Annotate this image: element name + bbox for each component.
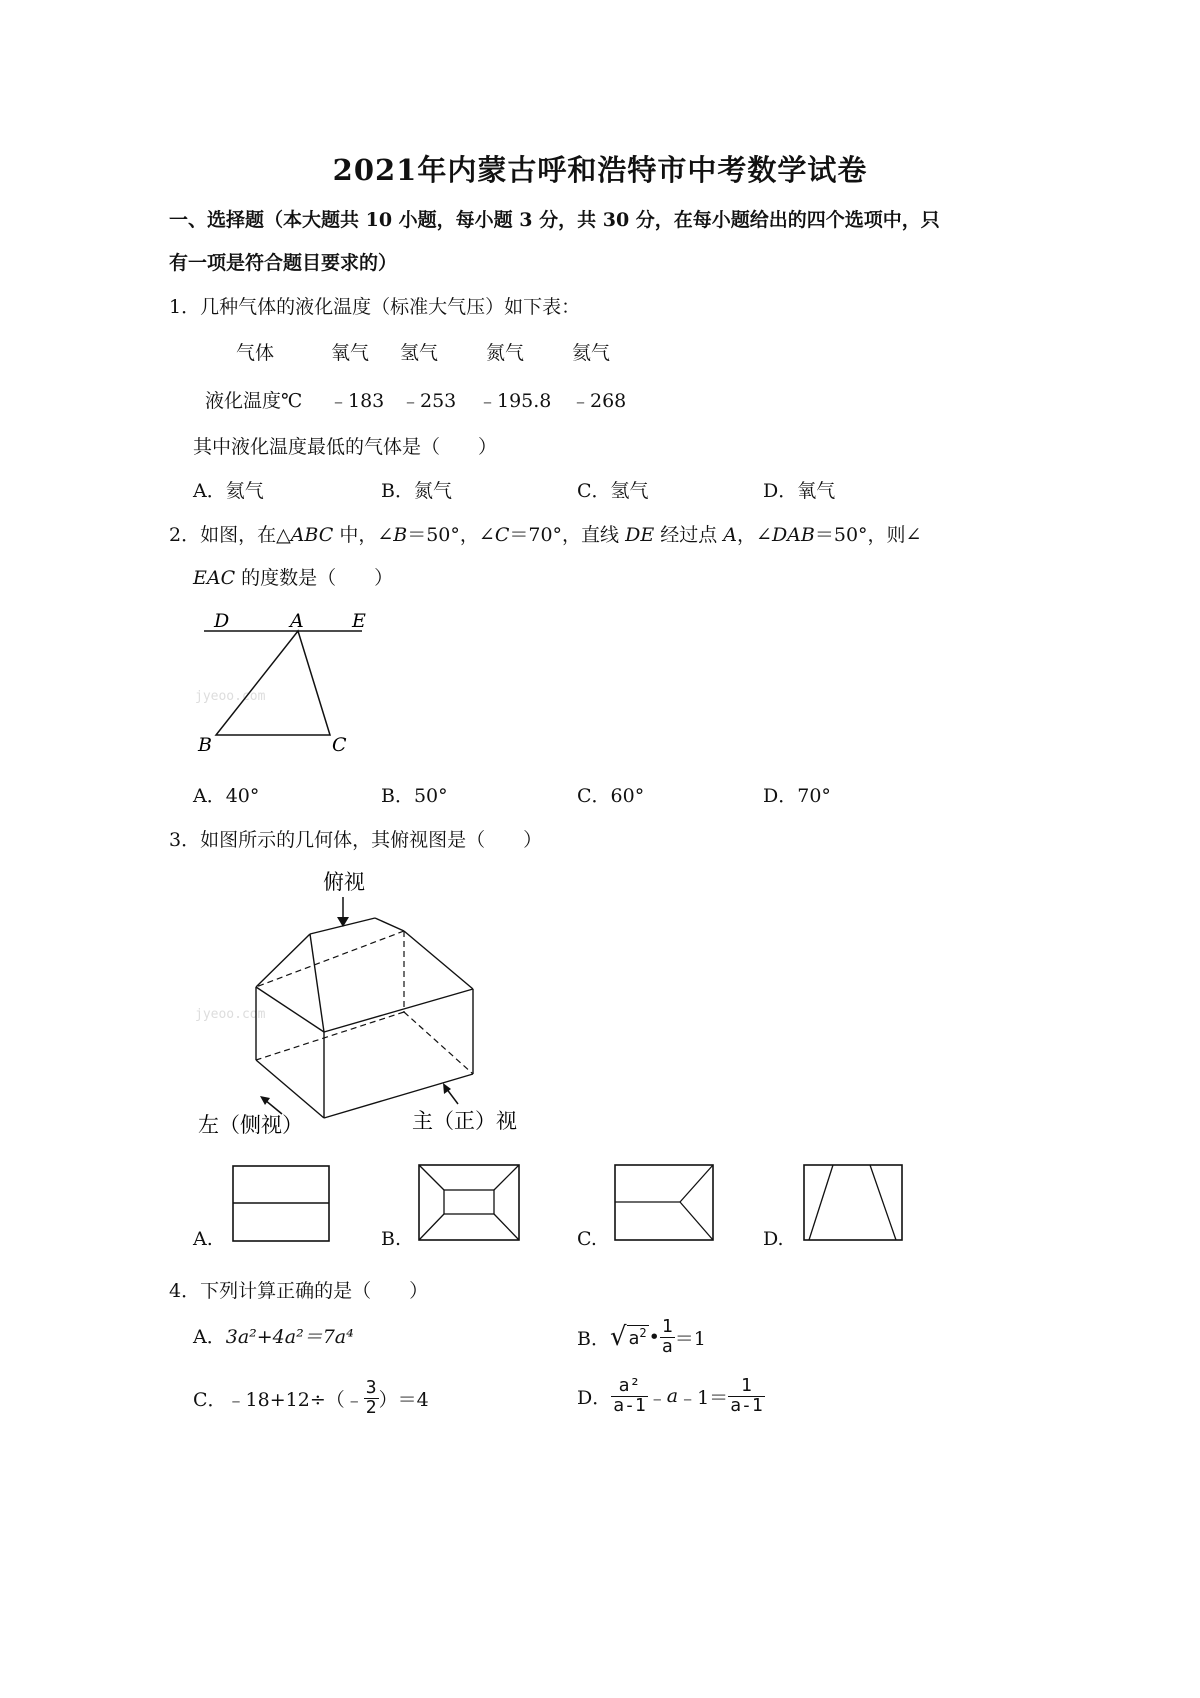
q1-table-cell-1: ﹣183 bbox=[329, 390, 385, 412]
q1-option-d: D．氧气 bbox=[763, 480, 836, 502]
q2-watermark: jyeoo.com bbox=[195, 689, 266, 704]
q1-table-header-4: 氦气 bbox=[572, 342, 611, 364]
q2-option-b: B．50° bbox=[381, 785, 448, 807]
q1-option-b: B．氮气 bbox=[381, 480, 452, 502]
solid-hidden-edges bbox=[256, 931, 473, 1074]
section-heading-line1: 一、选择题（本大题共 10 小题，每小题 3 分，共 30 分，在每小题给出的四个选项中，只 bbox=[169, 209, 940, 231]
q1-option-a: A．氦气 bbox=[193, 480, 264, 502]
left-view-arrow bbox=[265, 1100, 282, 1114]
q4-option-a: A．3a²+4a²＝7a⁴ bbox=[193, 1326, 354, 1348]
q3-option-d-label: D. bbox=[763, 1228, 784, 1250]
q4-d-fraction-2: $\frac{1}{a-1}$ bbox=[730, 1374, 763, 1416]
q1-option-c: C．氢气 bbox=[577, 480, 649, 502]
q1-table-cell-3: ﹣195.8 bbox=[478, 390, 552, 412]
q4-option-c: C． ﹣18+12÷（﹣ $\frac{3}{2}$ ）＝4 bbox=[193, 1376, 429, 1418]
section-heading-line2: 有一项是符合题目要求的） bbox=[169, 252, 398, 274]
q1-table-cell-4: ﹣268 bbox=[571, 390, 627, 412]
triangle-abc bbox=[216, 631, 330, 735]
q1-prompt: 其中液化温度最低的气体是（ ） bbox=[193, 436, 498, 458]
q1-table-cell-2: ﹣253 bbox=[401, 390, 457, 412]
q3-option-a-figure bbox=[232, 1165, 332, 1245]
q3-stem: 3．如图所示的几何体，其俯视图是（ ） bbox=[169, 829, 543, 851]
q1-stem: 1．几种气体的液化温度（标准大气压）如下表： bbox=[169, 296, 581, 318]
q2-stem-line2: EAC 的度数是（ ） bbox=[193, 567, 394, 589]
q3-watermark: jyeoo.com bbox=[195, 1007, 266, 1022]
label-e: E bbox=[352, 610, 366, 632]
q4-c-fraction: $\frac{3}{2}$ bbox=[365, 1376, 377, 1418]
label-b: B bbox=[198, 734, 212, 756]
radicand: $a^2$ bbox=[628, 1326, 647, 1349]
q1-table-header-1: 氧气 bbox=[331, 342, 370, 364]
label-a: A bbox=[290, 610, 304, 632]
q3-option-c-figure bbox=[614, 1164, 716, 1244]
q1-table-header-3: 氮气 bbox=[486, 342, 525, 364]
q3-solid-figure bbox=[190, 862, 540, 1142]
label-left-view: 左（侧视） bbox=[198, 1113, 303, 1137]
q4-option-d: D． $\frac{\text{a²}}{a-1}$ ﹣ a ﹣1＝ $\frac{1}{a-1}$ bbox=[577, 1374, 763, 1416]
q2-triangle-figure bbox=[190, 605, 380, 765]
q4-option-b: B． √ $a^2$ • $\frac{1}{a}$ ＝1 bbox=[577, 1315, 706, 1357]
q4-stem: 4．下列计算正确的是（ ） bbox=[169, 1280, 429, 1302]
q4-d-fraction-1: $\frac{\text{a²}}{a-1}$ bbox=[613, 1374, 646, 1416]
q1-table-cell-0: 液化温度℃ bbox=[205, 390, 303, 412]
label-top-view: 俯视 bbox=[323, 870, 365, 894]
q3-option-c-label: C. bbox=[577, 1228, 597, 1250]
q3-option-b-label: B. bbox=[381, 1228, 402, 1250]
page-title: 2021年内蒙古呼和浩特市中考数学试卷 bbox=[332, 153, 868, 187]
q2-option-a: A．40° bbox=[193, 785, 260, 807]
label-d: D bbox=[214, 610, 230, 632]
solid-visible-edges bbox=[256, 918, 473, 1118]
q4-b-fraction: $\frac{1}{a}$ bbox=[661, 1315, 673, 1357]
sqrt-sign: √ bbox=[609, 1322, 627, 1352]
q3-option-d-figure bbox=[803, 1164, 905, 1244]
q2-stem-line1: 2．如图，在△ABC 中，∠B＝50°，∠C＝70°，直线 DE 经过点 A，∠DAB＝50°，则∠ bbox=[169, 524, 922, 546]
q1-table-header-0: 气体 bbox=[236, 342, 275, 364]
label-front-view: 主（正）视 bbox=[412, 1109, 517, 1133]
label-c: C bbox=[332, 734, 347, 756]
q1-table-header-2: 氢气 bbox=[400, 342, 439, 364]
q3-option-b-figure bbox=[418, 1164, 522, 1244]
q2-option-d: D．70° bbox=[763, 785, 831, 807]
q3-option-a-label: A. bbox=[193, 1228, 213, 1250]
q2-option-c: C．60° bbox=[577, 785, 645, 807]
